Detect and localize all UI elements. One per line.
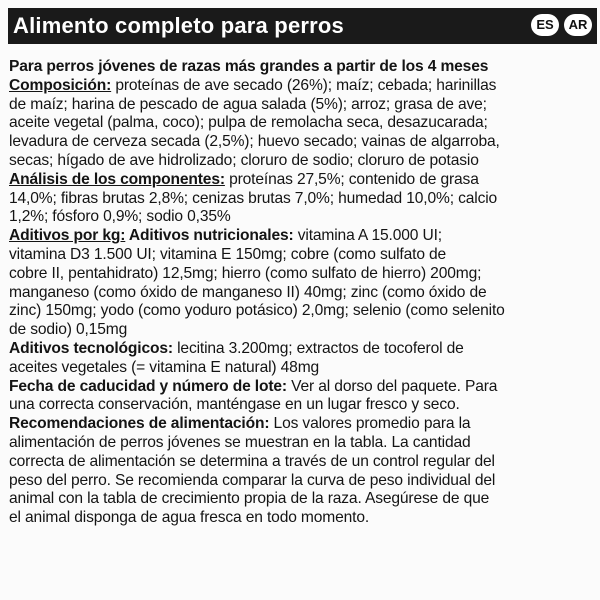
aditivos-line-2: vitamina D3 1.500 UI; vitamina E 150mg; cobre (como sulfato de bbox=[9, 245, 447, 263]
recomendaciones-line-6: el animal disponga de agua fresca en todo momento. bbox=[9, 509, 370, 527]
analisis-line-2: 14,0%; fibras brutas 2,8%; cenizas brutas 7,0%; humedad 10,0%; calcio bbox=[9, 189, 498, 207]
aditivos-line-6: de sodio) 0,15mg bbox=[9, 321, 128, 339]
language-badge-ar: AR bbox=[564, 14, 592, 36]
caducidad-heading: Fecha de caducidad y número de lote: bbox=[9, 377, 287, 395]
aditivos-line-4: manganeso (como óxido de manganeso II) 40mg; zinc (como óxido de bbox=[9, 283, 487, 301]
language-badge-es: ES bbox=[531, 14, 559, 36]
tecnologicos-text: lecitina 3.200mg; extractos de tocoferol de bbox=[172, 339, 464, 357]
aditivos-line-3: cobre II, pentahidrato) 12,5mg; hierro (como sulfato de hierro) 200mg; bbox=[9, 264, 482, 282]
analisis-heading: Análisis de los componentes: bbox=[9, 170, 225, 188]
aditivos-line-1 bbox=[9, 227, 597, 246]
recomendaciones-line-4: peso del perro. Se recomienda comparar la curva de peso individual del bbox=[9, 471, 496, 489]
analisis-line-1 bbox=[9, 171, 597, 190]
tecnologicos-line-2: aceites vegetales (= vitamina E natural) 48mg bbox=[9, 358, 320, 376]
tecnologicos-heading: Aditivos tecnológicos: bbox=[9, 339, 173, 357]
recomendaciones-line-2: alimentación de perros jóvenes se muestran en la tabla. La cantidad bbox=[9, 433, 471, 451]
composicion-line-4: levadura de cerveza secada (2,5%); huevo secado; vainas de algarroba, bbox=[9, 133, 500, 151]
composicion-line-1 bbox=[9, 77, 597, 96]
aditivos-nutricionales-heading: Aditivos nutricionales: bbox=[125, 227, 294, 245]
composicion-line-5: secas; hígado de ave hidrolizado; cloruro de sodio; cloruro de potasio bbox=[9, 151, 479, 169]
aditivos-heading: Aditivos por kg: bbox=[9, 227, 126, 245]
recomendaciones-line-5: animal con la tabla de crecimiento propia de la raza. Asegúrese de que bbox=[9, 490, 490, 508]
label-content bbox=[8, 44, 597, 528]
recomendaciones-line-3: correcta de alimentación se determina a través de un control regular del bbox=[9, 452, 495, 470]
recomendaciones-heading: Recomendaciones de alimentación: bbox=[9, 415, 270, 433]
composicion-heading: Composición: bbox=[9, 76, 112, 94]
analisis-line-3: 1,2%; fósforo 0,9%; sodio 0,35% bbox=[9, 208, 231, 226]
label-header bbox=[8, 8, 597, 44]
composicion-text: proteínas de ave secado (26%); maíz; cebada; harinillas bbox=[111, 76, 497, 94]
analisis-text: proteínas 27,5%; contenido de grasa bbox=[224, 170, 479, 188]
aditivos-line-5: zinc) 150mg; yodo (como yoduro potásico) 2,0mg; selenio (como selenito bbox=[9, 302, 505, 320]
aditivos-text: vitamina A 15.000 UI; bbox=[293, 227, 442, 245]
header-title: Alimento completo para perros bbox=[13, 13, 344, 38]
composicion-line-2: de maíz; harina de pescado de agua salada (5%); arroz; grasa de ave; bbox=[9, 95, 487, 113]
caducidad-line-1 bbox=[9, 378, 597, 397]
subtitle: Para perros jóvenes de razas más grandes a partir de los 4 meses bbox=[9, 58, 489, 75]
caducidad-text: Ver al dorso del paquete. Para bbox=[286, 377, 498, 395]
tecnologicos-line-1 bbox=[9, 340, 597, 359]
caducidad-line-2: una correcta conservación, manténgase en un lugar fresco y seco. bbox=[9, 396, 460, 414]
language-badges bbox=[531, 14, 592, 36]
composicion-line-3: aceite vegetal (palma, coco); pulpa de remolacha seca, desazucarada; bbox=[9, 114, 488, 132]
recomendaciones-line-1 bbox=[9, 415, 597, 434]
recomendaciones-text: Los valores promedio para la bbox=[269, 415, 471, 433]
